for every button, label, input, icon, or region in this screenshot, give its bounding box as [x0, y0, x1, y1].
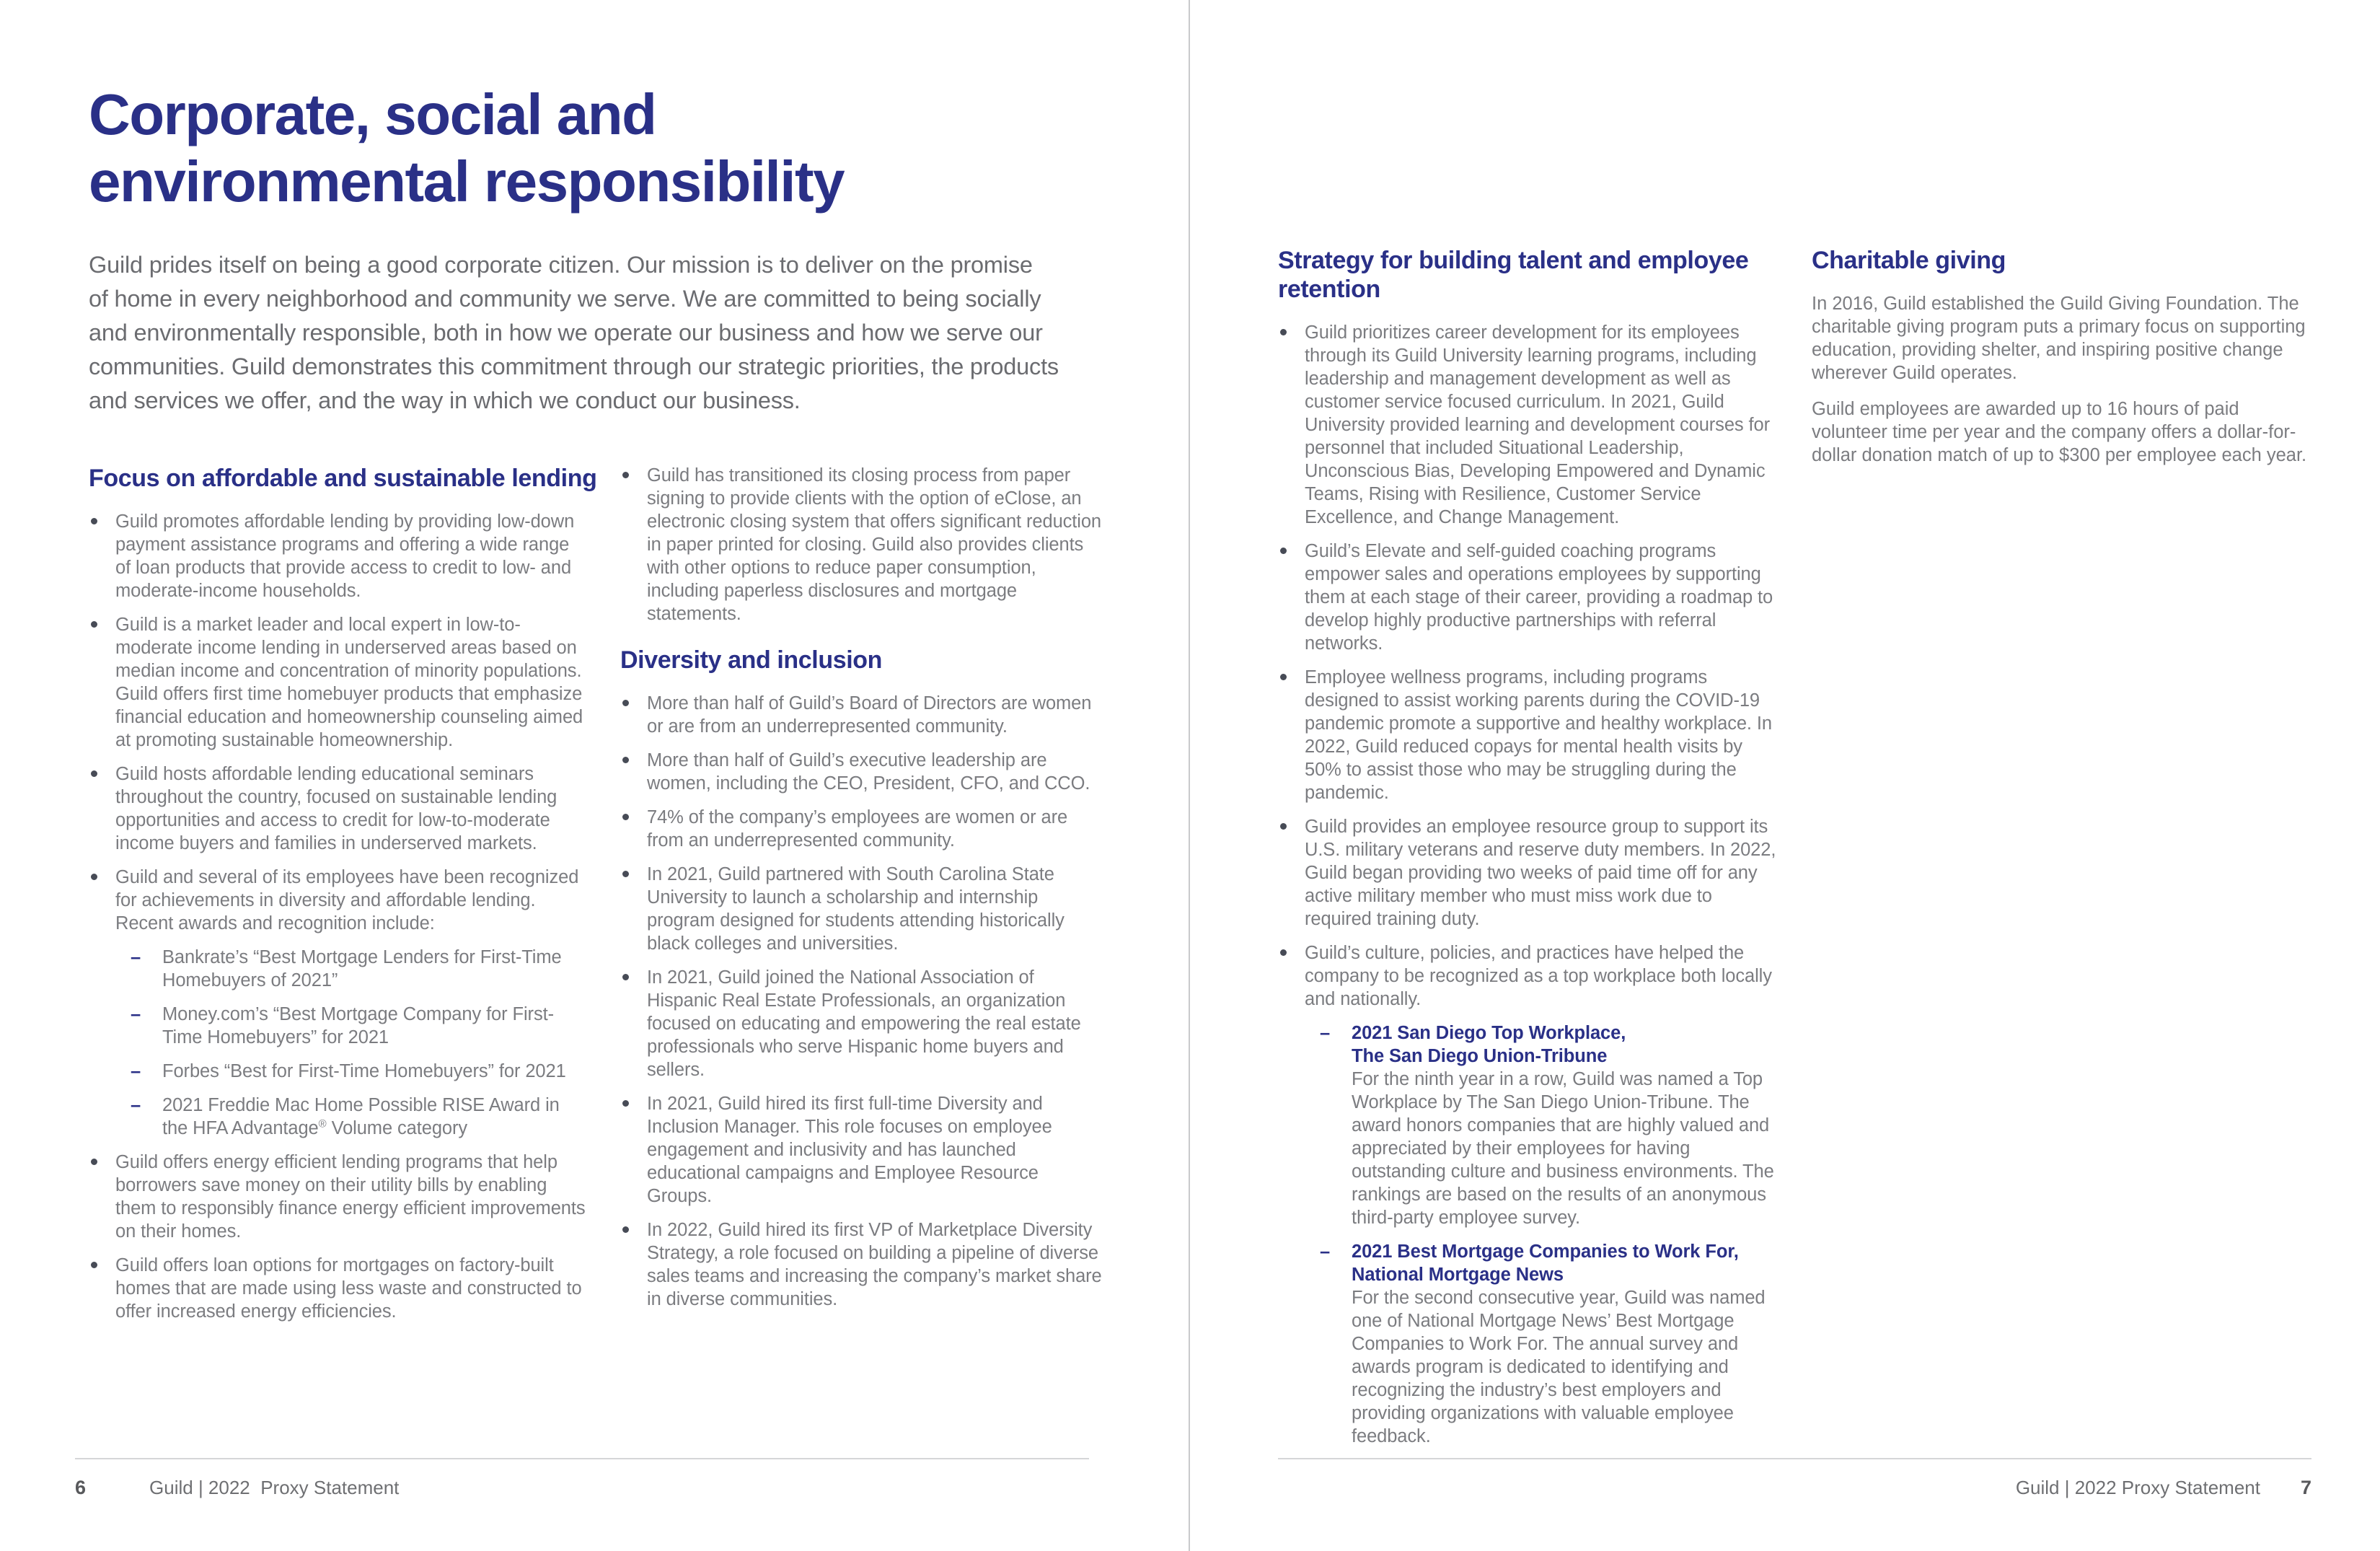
- section-heading-diversity-inclusion: [620, 646, 1105, 675]
- workplace-award: [1320, 1021, 1783, 1229]
- charitable-giving-paragraph: Guild employees are awarded up to 16 hours of paid volunteer time per year and the company offers a dollar-for-dollar donation match of up to $300 per employee each year.: [1812, 399, 2307, 465]
- footer-page-number: 6: [75, 1477, 87, 1498]
- bullet-item: In 2021, Guild hired its first full-time Diversity and Inclusion Manager. This role focuses on employee engagement and inclusivity and has launched educational campaigns and Employee Resource Groups.: [620, 1092, 1105, 1208]
- footer-label: Guild | 2022 Proxy Statement: [149, 1477, 400, 1498]
- section-heading-line: Strategy for building talent and employee: [1278, 247, 1749, 274]
- intro-line: and services we offer, and the way in which we conduct our business.: [89, 387, 801, 413]
- bullet-item: [1278, 941, 1783, 1448]
- sub-bullet-item: – Money.com’s “Best Mortgage Company for First-Time Homebuyers” for 2021: [131, 1003, 586, 1049]
- award-title-line: The San Diego Union-Tribune: [1352, 1046, 1608, 1066]
- bullet-item: More than half of Guild’s executive leadership are women, including the CEO, President, CFO, and CCO.: [620, 749, 1105, 795]
- charitable-giving-paragraph: In 2016, Guild established the Guild Giving Foundation. The charitable giving program puts a primary focus on supporting education, providing shelter, and inspiring positive change wherever Guild operates.: [1812, 294, 2306, 383]
- intro-paragraph: [89, 248, 1105, 418]
- footer-page-number: 7: [2300, 1477, 2311, 1498]
- intro-line: Guild prides itself on being a good corporate citizen. Our mission is to deliver on the promise: [89, 252, 1033, 278]
- bullet-item: In 2021, Guild partnered with South Carolina State University to launch a scholarship and internship program designed for students attending historically black colleges and universities.: [620, 863, 1105, 955]
- registered-trademark-symbol: ®: [318, 1117, 327, 1130]
- page-title-line-1: Corporate, social and: [89, 82, 656, 146]
- page-7-columns: [1278, 246, 2311, 1459]
- sub-bullet-text-post: Volume category: [326, 1118, 468, 1138]
- award-title-line: – 2021 Best Mortgage Companies to Work For,: [1352, 1242, 1739, 1262]
- awards-sub-list: [131, 946, 586, 1140]
- award-title: [1352, 1240, 1783, 1286]
- bullet-item: In 2022, Guild hired its first VP of Marketplace Diversity Strategy, a role focused on building a pipeline of diverse sales teams and increasing the company’s market share in diverse communities.: [620, 1218, 1105, 1311]
- bullet-item: Guild offers energy efficient lending programs that help borrowers save money on their utility bills by enabling them to responsibly finance energy efficient improvements on their homes.: [89, 1151, 586, 1243]
- affordable-lending-bullets: [89, 510, 586, 1323]
- section-heading-line: retention: [1278, 276, 1380, 303]
- bullet-item: Guild’s Elevate and self-guided coaching programs empower sales and operations employees by supporting them at each stage of their career, providing a roadmap to develop highly productive partnerships with referral networks.: [1278, 540, 1783, 655]
- bullet-item: More than half of Guild’s Board of Directors are women or are from an underrepresented community.: [620, 692, 1105, 738]
- bullet-item: Guild provides an employee resource group to support its U.S. military veterans and reserve duty members. In 2022, Guild began providing two weeks of paid time off for any active military member who must miss work due to required training duty.: [1278, 815, 1783, 931]
- award-description: For the ninth year in a row, Guild was named a Top Workplace by The San Diego Union-Tribune. The award honors companies that are highly valued and appreciated by their employees for having outstanding culture and business environments. The rankings are based on the results of an anonymous third-party employee survey.: [1352, 1069, 1774, 1228]
- bullet-text: Guild’s culture, policies, and practices have helped the company to be recognized as a top workplace both locally and nationally.: [1305, 943, 1772, 1009]
- bullet-item: Guild promotes affordable lending by providing low-down payment assistance programs and offering a wide range of loan products that provide access to credit to low- and moderate-income households.: [89, 510, 586, 602]
- bullet-text: Guild and several of its employees have been recognized for achievements in diversity and affordable lending. Recent awards and recognition include:: [115, 867, 579, 933]
- section-heading-line: Charitable giving: [1812, 247, 2006, 274]
- talent-strategy-column: [1278, 246, 1783, 1459]
- bullet-item: [89, 866, 586, 1140]
- bullet-item: Guild is a market leader and local expert in low-to-moderate income lending in underserved areas based on median income and concentration of minority populations. Guild offers first time homebuyer products that emphasize financial education and homeownership counseling aimed at promoting sustainable homeownership.: [89, 613, 586, 752]
- bullet-item: 74% of the company’s employees are women or are from an underrepresented community.: [620, 806, 1105, 852]
- bullet-item: Employee wellness programs, including programs designed to assist working parents during the COVID-19 pandemic promote a supportive and healthy workplace. In 2022, Guild reduced copays for mental health visits by 50% to assist those who may be struggling during the pandemic.: [1278, 666, 1783, 804]
- sub-bullet-text-pre: 2021 Freddie Mac Home Possible RISE Award in the HFA Advantage: [162, 1095, 560, 1138]
- eclose-bullet-list: [620, 464, 1105, 625]
- section-heading-affordable-lending: [89, 464, 597, 493]
- intro-line: and environmentally responsible, both in how we operate our business and how we serve our: [89, 320, 1043, 346]
- bullet-item: Guild hosts affordable lending educational seminars throughout the country, focused on sustainable lending opportunities and access to credit for low-to-moderate income buyers and families in underserved markets.: [89, 763, 586, 855]
- page-7-footer: [1278, 1458, 2311, 1499]
- bullet-item: Guild offers loan options for mortgages on factory-built homes that are made using less waste and constructed to offer increased energy efficiencies.: [89, 1254, 586, 1323]
- affordable-lending-column: [89, 464, 597, 1334]
- section-heading-talent-retention: [1278, 246, 1783, 304]
- page-6-footer: [75, 1458, 1089, 1499]
- bullet-item: Guild has transitioned its closing process from paper signing to provide clients with the option of eClose, an electronic closing system that offers significant reduction in paper printed for closing. Guild also provides clients with other options to reduce paper consumption, including paperless disclosures and mortgage statements.: [620, 464, 1105, 625]
- sub-bullet-item: – Forbes “Best for First-Time Homebuyers” for 2021: [131, 1060, 586, 1083]
- award-description: For the second consecutive year, Guild was named one of National Mortgage News’ Best Mortgage Companies to Work For. The annual survey and awards program is dedicated to identifying and recognizing the industry’s best employers and providing organizations with valuable employee feedback.: [1352, 1288, 1766, 1446]
- footer-label: Guild | 2022 Proxy Statement: [2015, 1477, 2260, 1498]
- diversity-bullets: [620, 692, 1105, 1311]
- page-7: [1190, 0, 2380, 1551]
- page-title-line-2: environmental responsibility: [89, 149, 845, 214]
- section-heading-charitable-giving: [1812, 246, 2311, 275]
- diversity-column: [620, 464, 1105, 1334]
- page-6-columns: [89, 464, 1105, 1334]
- section-heading-line: Focus on affordable and sustainable lending: [89, 465, 597, 492]
- charitable-giving-column: [1812, 246, 2311, 1459]
- award-title: [1352, 1021, 1783, 1068]
- bullet-item: Guild prioritizes career development for its employees through its Guild University learning programs, including leadership and management development as well as customer service focused curriculum. In 2021, Guild University provided learning and development courses for personnel that included Situational Leadership, Unconscious Bias, Developing Empowered and Dynamic Teams, Rising with Resilience, Customer Service Excellence, and Change Management.: [1278, 321, 1783, 529]
- workplace-award: [1320, 1240, 1783, 1448]
- intro-line: of home in every neighborhood and community we serve. We are committed to being socially: [89, 286, 1041, 312]
- award-title-line: National Mortgage News: [1352, 1265, 1564, 1285]
- talent-strategy-bullets: [1278, 321, 1783, 1448]
- intro-line: communities. Guild demonstrates this commitment through our strategic priorities, the products: [89, 353, 1059, 379]
- sub-bullet-item: [131, 1094, 586, 1140]
- bullet-item: In 2021, Guild joined the National Association of Hispanic Real Estate Professionals, an organization focused on educating and empowering the real estate professionals who serve Hispanic home buyers and sellers.: [620, 966, 1105, 1081]
- section-heading-line: Diversity and inclusion: [620, 646, 883, 674]
- sub-bullet-item: – Bankrate’s “Best Mortgage Lenders for First-Time Homebuyers of 2021”: [131, 946, 586, 992]
- page-title: [89, 81, 1105, 215]
- award-title-line: – 2021 San Diego Top Workplace,: [1352, 1023, 1626, 1043]
